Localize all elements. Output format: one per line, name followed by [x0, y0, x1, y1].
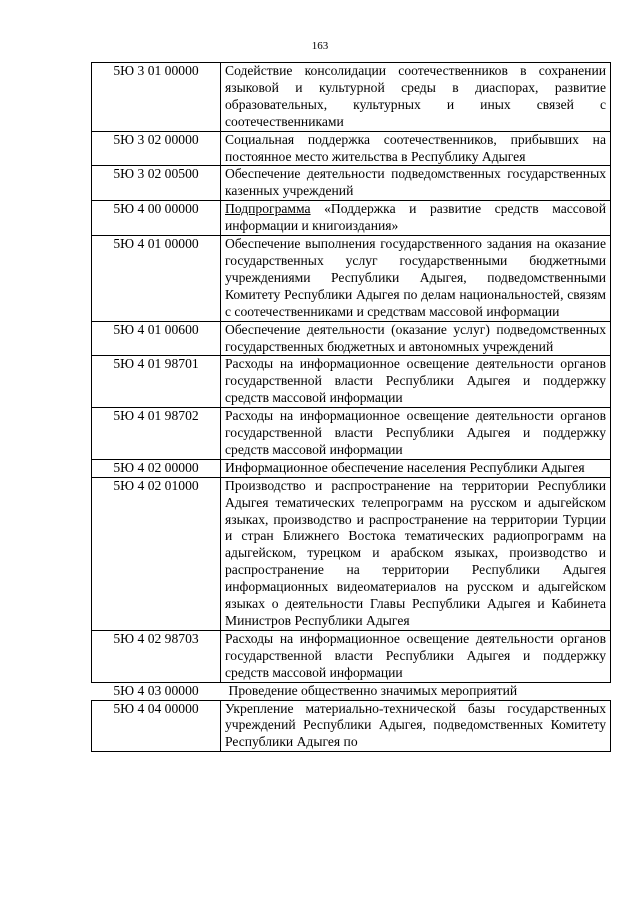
table-row — [92, 166, 611, 201]
classification-code: 5Ю 4 04 00000 — [92, 700, 221, 752]
classification-code: 5Ю 4 02 01000 — [92, 477, 221, 630]
expense-description — [221, 201, 611, 236]
table-row — [92, 700, 611, 752]
classification-code: 5Ю 3 01 00000 — [92, 63, 221, 132]
table-row — [92, 236, 611, 322]
table-row — [92, 408, 611, 460]
table-row — [92, 63, 611, 132]
classification-code: 5Ю 3 02 00000 — [92, 131, 221, 166]
expense-description: Информационное обеспечение населения Республики Адыгея — [221, 459, 611, 477]
classification-code: 5Ю 4 02 00000 — [92, 459, 221, 477]
page-number: 163 — [311, 40, 329, 52]
classification-code: 5Ю 4 00 00000 — [92, 201, 221, 236]
classification-code: 5Ю 4 01 00600 — [92, 321, 221, 356]
expense-description: Проведение общественно значимых мероприятий — [228, 682, 518, 698]
table-row — [92, 356, 611, 408]
table-row — [92, 131, 611, 166]
expense-description: Социальная поддержка соотечественников, прибывших на постоянное место жительства в Республику Адыгея — [221, 131, 611, 166]
classification-code: 5Ю 4 02 98703 — [92, 630, 221, 682]
subprogram-label: Подпрограмма — [225, 201, 311, 217]
expense-description: Расходы на информационное освещение деятельности органов государственной власти Республики Адыгея и поддержку средств массовой информации — [221, 408, 611, 460]
table-row — [92, 682, 611, 700]
expense-description: Производство и распространение на территории Республики Адыгея тематических телепрограмм на русском и адыгейском языках, производство и распространение на территории Турции и стран Ближнего Востока тематических радиопрограмм на адыгейском, турецком и арабском языках, производство и распространение на территории Республики Адыгея информационных видеоматериалов на русском и адыгейском языках о деятельности Главы Республики Адыгея и Кабинета Министров Республики Адыгея — [221, 477, 611, 630]
table-row — [92, 321, 611, 356]
expense-description: Обеспечение деятельности (оказание услуг) подведомственных государственных бюджетных и автономных учреждений — [221, 321, 611, 356]
classification-code: 5Ю 4 03 00000 — [113, 682, 199, 698]
expense-description: Обеспечение выполнения государственного задания на оказание государственных услуг государственными бюджетными учреждениями Республики Адыгея, подведомственными Комитету Республики Адыгея по делам национальностей, связям с соотечественниками и средствам массовой информации — [221, 236, 611, 322]
classification-code: 5Ю 4 01 98701 — [92, 356, 221, 408]
table-row — [92, 201, 611, 236]
expense-description: Обеспечение деятельности подведомственных государственных казенных учреждений — [221, 166, 611, 201]
classification-code: 5Ю 4 01 98702 — [92, 408, 221, 460]
budget-codes-table — [91, 62, 611, 752]
classification-code: 5Ю 3 02 00500 — [92, 166, 221, 201]
table-row — [92, 630, 611, 682]
classification-code: 5Ю 4 01 00000 — [92, 236, 221, 322]
subprogram-title: «Поддержка и развитие средств массовой информации и книгоиздания» — [225, 201, 606, 234]
expense-description: Расходы на информационное освещение деятельности органов государственной власти Республики Адыгея и поддержку средств массовой информации — [221, 356, 611, 408]
expense-description: Укрепление материально-технической базы государственных учреждений Республики Адыгея, подведомственных Комитету Республики Адыгея по — [221, 700, 611, 752]
expense-description: Расходы на информационное освещение деятельности органов государственной власти Республики Адыгея и поддержку средств массовой информации — [221, 630, 611, 682]
expense-description: Содействие консолидации соотечественников в сохранении языковой и культурной среды в диаспорах, развитие образовательных, культурных и иных связей с соотечественниками — [221, 63, 611, 132]
table-row — [92, 459, 611, 477]
table-row — [92, 477, 611, 630]
